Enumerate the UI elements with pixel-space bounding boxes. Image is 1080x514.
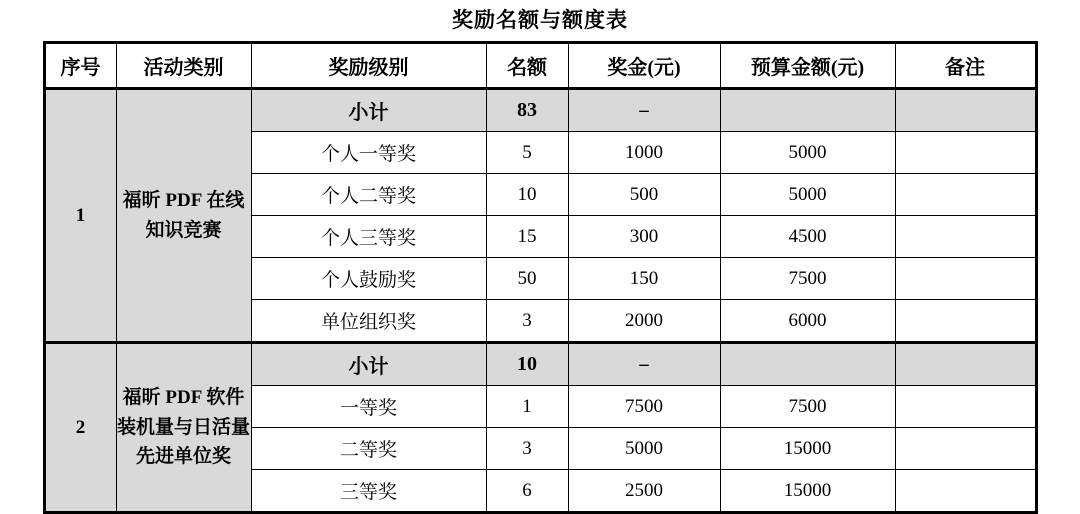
award-quota-table (43, 41, 1038, 514)
cell-level: 单位组织奖 (251, 300, 486, 343)
cell-money: – (568, 343, 720, 386)
cell-level: 小计 (251, 89, 486, 132)
table-body (44, 89, 1036, 513)
cell-level: 二等奖 (251, 428, 486, 470)
table-header-row (44, 43, 1036, 89)
cell-quota: 1 (486, 386, 568, 428)
cell-quota: 6 (486, 470, 568, 513)
cell-budget (720, 343, 895, 386)
cell-quota: 50 (486, 258, 568, 300)
cell-budget: 4500 (720, 216, 895, 258)
header-budget: 预算金额(元) (720, 43, 895, 89)
cell-budget: 7500 (720, 258, 895, 300)
cell-money: 1000 (568, 132, 720, 174)
cell-money: 2000 (568, 300, 720, 343)
table-header (44, 43, 1036, 89)
cell-category: 福昕 PDF 在线知识竞赛 (116, 89, 251, 343)
cell-quota: 10 (486, 174, 568, 216)
cell-budget: 15000 (720, 470, 895, 513)
cell-level: 小计 (251, 343, 486, 386)
cell-quota: 10 (486, 343, 568, 386)
header-seq: 序号 (44, 43, 116, 89)
cell-money: 5000 (568, 428, 720, 470)
cell-seq: 2 (44, 343, 116, 513)
page-title: 奖励名额与额度表 (452, 8, 628, 32)
cell-level: 个人二等奖 (251, 174, 486, 216)
table-row (44, 89, 1036, 132)
cell-note (895, 132, 1036, 174)
cell-money: 500 (568, 174, 720, 216)
cell-money: 150 (568, 258, 720, 300)
cell-note (895, 428, 1036, 470)
cell-quota: 83 (486, 89, 568, 132)
cell-money: 300 (568, 216, 720, 258)
table-row (44, 343, 1036, 386)
cell-budget: 6000 (720, 300, 895, 343)
cell-level: 个人一等奖 (251, 132, 486, 174)
cell-money: – (568, 89, 720, 132)
cell-quota: 3 (486, 300, 568, 343)
header-note: 备注 (895, 43, 1036, 89)
cell-quota: 5 (486, 132, 568, 174)
cell-level: 一等奖 (251, 386, 486, 428)
cell-note (895, 470, 1036, 513)
cell-note (895, 386, 1036, 428)
cell-level: 个人三等奖 (251, 216, 486, 258)
cell-note (895, 89, 1036, 132)
cell-category: 福昕 PDF 软件装机量与日活量先进单位奖 (116, 343, 251, 513)
cell-note (895, 258, 1036, 300)
cell-note (895, 216, 1036, 258)
cell-budget: 15000 (720, 428, 895, 470)
cell-money: 7500 (568, 386, 720, 428)
cell-level: 个人鼓励奖 (251, 258, 486, 300)
cell-note (895, 343, 1036, 386)
header-level: 奖励级别 (251, 43, 486, 89)
cell-note (895, 300, 1036, 343)
cell-quota: 3 (486, 428, 568, 470)
cell-budget: 7500 (720, 386, 895, 428)
cell-level: 三等奖 (251, 470, 486, 513)
header-category: 活动类别 (116, 43, 251, 89)
cell-budget (720, 89, 895, 132)
cell-budget: 5000 (720, 132, 895, 174)
header-quota: 名额 (486, 43, 568, 89)
cell-budget: 5000 (720, 174, 895, 216)
cell-money: 2500 (568, 470, 720, 513)
cell-quota: 15 (486, 216, 568, 258)
header-money: 奖金(元) (568, 43, 720, 89)
cell-seq: 1 (44, 89, 116, 343)
cell-note (895, 174, 1036, 216)
